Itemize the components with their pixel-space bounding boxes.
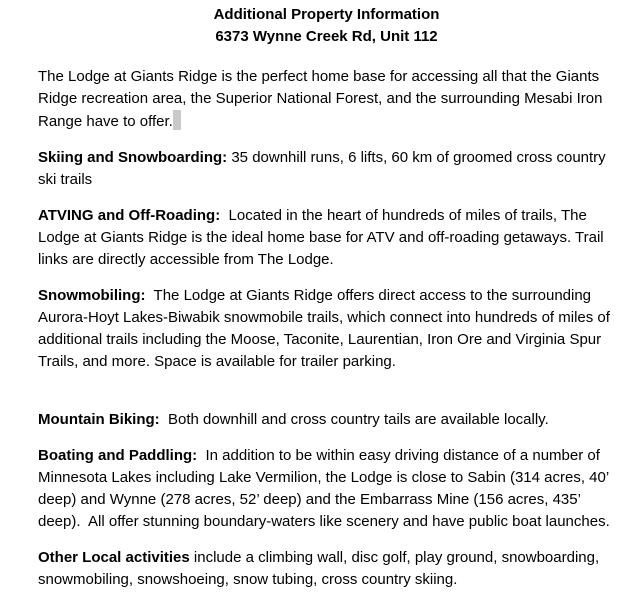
boating-paddling-paragraph (38, 445, 615, 533)
paragraph-text: The Lodge at Giants Ridge offers direct access to the surrounding Aurora-Hoyt Lakes-Biwabik snowmobile trails, which connect into hundreds of miles of additional trails including the Moose, Taconite, Laurentian, Iron Ore and Virginia Spur Trails, and more. Space is available for trailer parking. (38, 287, 615, 370)
paragraph-text: The Lodge at Giants Ridge is the perfect home base for accessing all that the Giants Ridge recreation area, the Superior National Forest, and the surrounding Mesabi Iron Range have to offer. (38, 68, 607, 130)
snowmobiling-paragraph (38, 285, 615, 373)
paragraph-label: Snowmobiling: (38, 287, 146, 304)
document-title-line1: Additional Property Information (213, 6, 440, 23)
paragraph-label: Boating and Paddling: (38, 447, 198, 464)
other-local-activities-paragraph (38, 547, 615, 591)
skiing-snowboarding-paragraph (38, 147, 615, 191)
text-selection-cursor (173, 110, 181, 130)
paragraph-text: include a climbing wall, disc golf, play ground, snowboarding, snowmobiling, snowshoeing, snow tubing, cross country skiing. (38, 549, 604, 588)
paragraph-label: Other Local activities (38, 549, 190, 566)
document-title (38, 4, 615, 48)
paragraph-label: ATVING and Off-Roading: (38, 207, 221, 224)
paragraph-label: Skiing and Snowboarding: (38, 149, 228, 166)
paragraph-text: Both downhill and cross country tails are available locally. (159, 411, 549, 428)
intro-paragraph (38, 66, 615, 133)
paragraph-label: Mountain Biking: (38, 411, 160, 428)
paragraph-text: Located in the heart of hundreds of miles of trails, The Lodge at Giants Ridge is the ideal home base for ATV and off-roading getaways. Trail links are directly accessible from The Lodge. (38, 207, 608, 268)
atving-offroading-paragraph (38, 205, 615, 271)
paragraph-text: In addition to be within easy driving distance of a number of Minnesota Lakes including Lake Vermilion, the Lodge is close to Sabin (314 acres, 40’ deep) and Wynne (278 acres, 52’ deep) and the Embarrass Mine (156 acres, 435’ deep). All offer stunning boundary-waters like scenery and have public boat launches. (38, 447, 613, 530)
paragraph-text: 35 downhill runs, 6 lifts, 60 km of groomed cross country ski trails (38, 149, 610, 188)
document-title-line2: 6373 Wynne Creek Rd, Unit 112 (215, 28, 438, 45)
mountain-biking-paragraph (38, 409, 615, 431)
